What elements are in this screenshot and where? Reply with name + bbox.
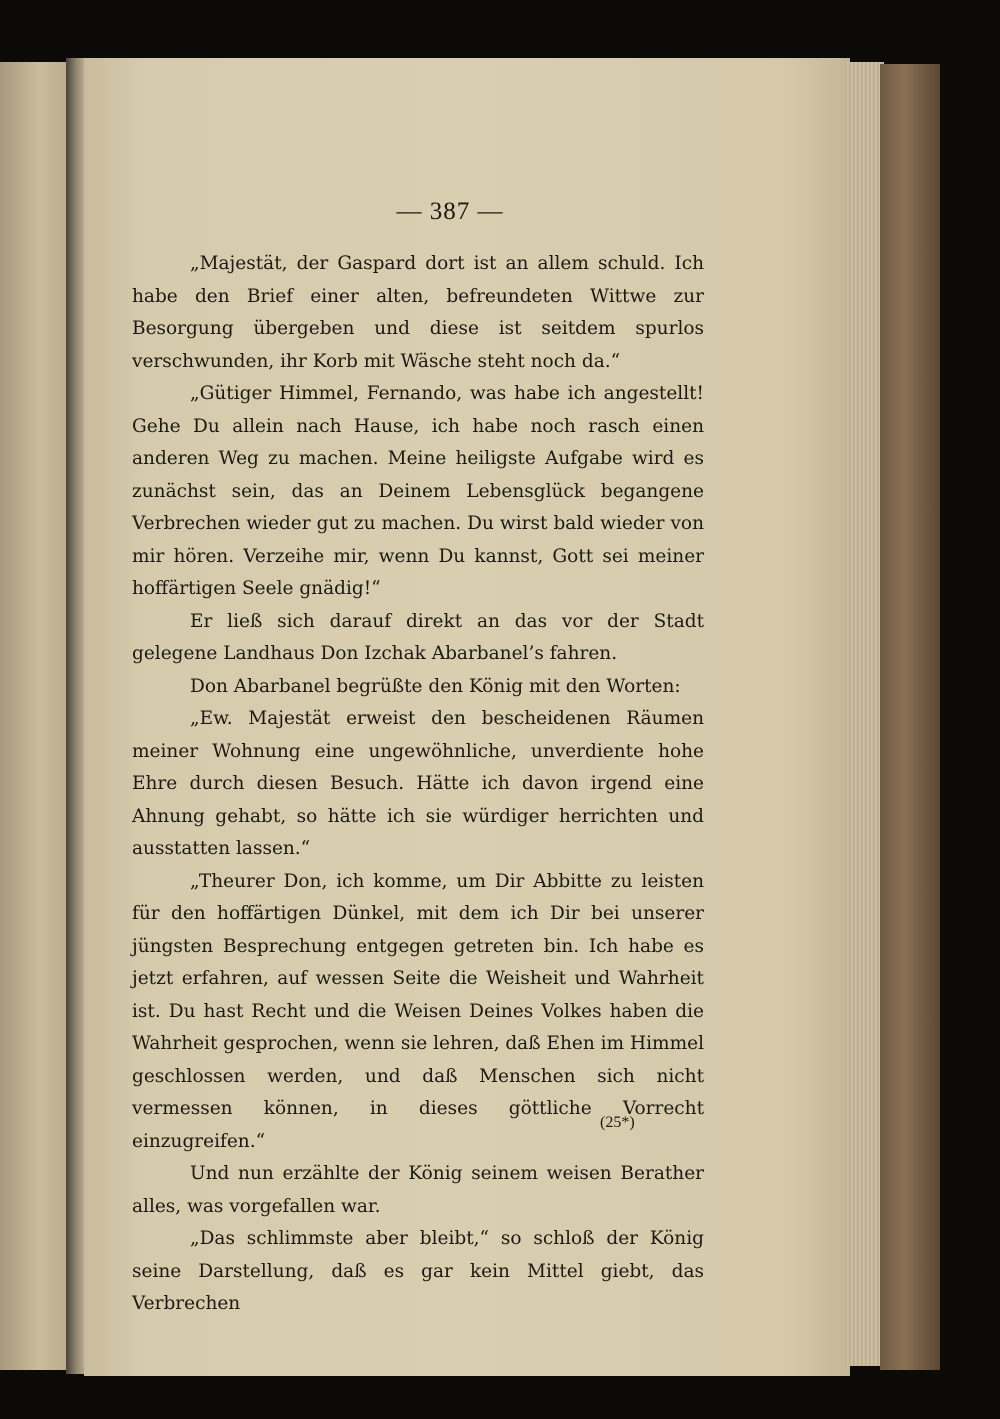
paragraph: Und nun erzählte der König seinem weisen Berather alles, was vorgefallen war. <box>132 1163 704 1217</box>
page-body <box>132 248 704 1321</box>
paragraph: „Majestät, der Gaspard dort ist an allem schuld. Ich habe den Brief einer alten, befreundeten Wittwe zur Besorgung übergeben und diese ist seitdem spurlos verschwunden, ihr Korb mit Wäsche steht noch da.“ <box>132 253 704 372</box>
paragraph: Don Abarbanel begrüßte den König mit den Worten: <box>190 675 681 697</box>
paragraph: Er ließ sich darauf direkt an das vor der Stadt gelegene Landhaus Don Izchak Abarbanel’s fahren. <box>132 610 704 664</box>
book-cover-edge <box>880 64 940 1370</box>
paragraph: „Das schlimmste aber bleibt,“ so schloß der König seine Darstellung, daß es gar kein Mittel giebt, das Verbrechen <box>132 1228 704 1314</box>
paragraph: „Theurer Don, ich komme, um Dir Abbitte zu leisten für den hoffärtigen Dünkel, mit dem ich Dir bei unserer jüngsten Besprechung entgegen getreten bin. Ich habe es jetzt erfahren, auf wessen Seite die Weisheit und Wahrheit ist. Du hast Recht und die Weisen Deines Volkes haben die Wahrheit gesprochen, wenn sie lehren, daß Ehen im Himmel geschlossen werden, und daß Menschen sich nicht vermessen können, in dieses göttliche Vorrecht einzugreifen.“ <box>132 870 704 1152</box>
paragraph: „Gütiger Himmel, Fernando, was habe ich angestellt! Gehe Du allein nach Hause, ich habe noch rasch einen anderen Weg zu machen. Meine heiligste Aufgabe wird es zunächst sein, das an Deinem Lebensglück begangene Verbrechen wieder gut zu machen. Du wirst bald wieder von mir hören. Verzeihe mir, wenn Du kannst, Gott sei meiner hoffärtigen Seele gnädig!“ <box>132 383 704 599</box>
page-stack-edge <box>844 62 884 1366</box>
page-number: — 387 — <box>396 198 504 225</box>
previous-page-edge <box>0 62 72 1370</box>
paragraph: „Ew. Majestät erweist den bescheidenen Räumen meiner Wohnung eine ungewöhnliche, unverdiente hohe Ehre durch diesen Besuch. Hätte ich davon irgend eine Ahnung gehabt, so hätte ich sie würdiger herrichten und ausstatten lassen.“ <box>132 708 704 859</box>
printer-signature: (25*) <box>600 1114 635 1131</box>
